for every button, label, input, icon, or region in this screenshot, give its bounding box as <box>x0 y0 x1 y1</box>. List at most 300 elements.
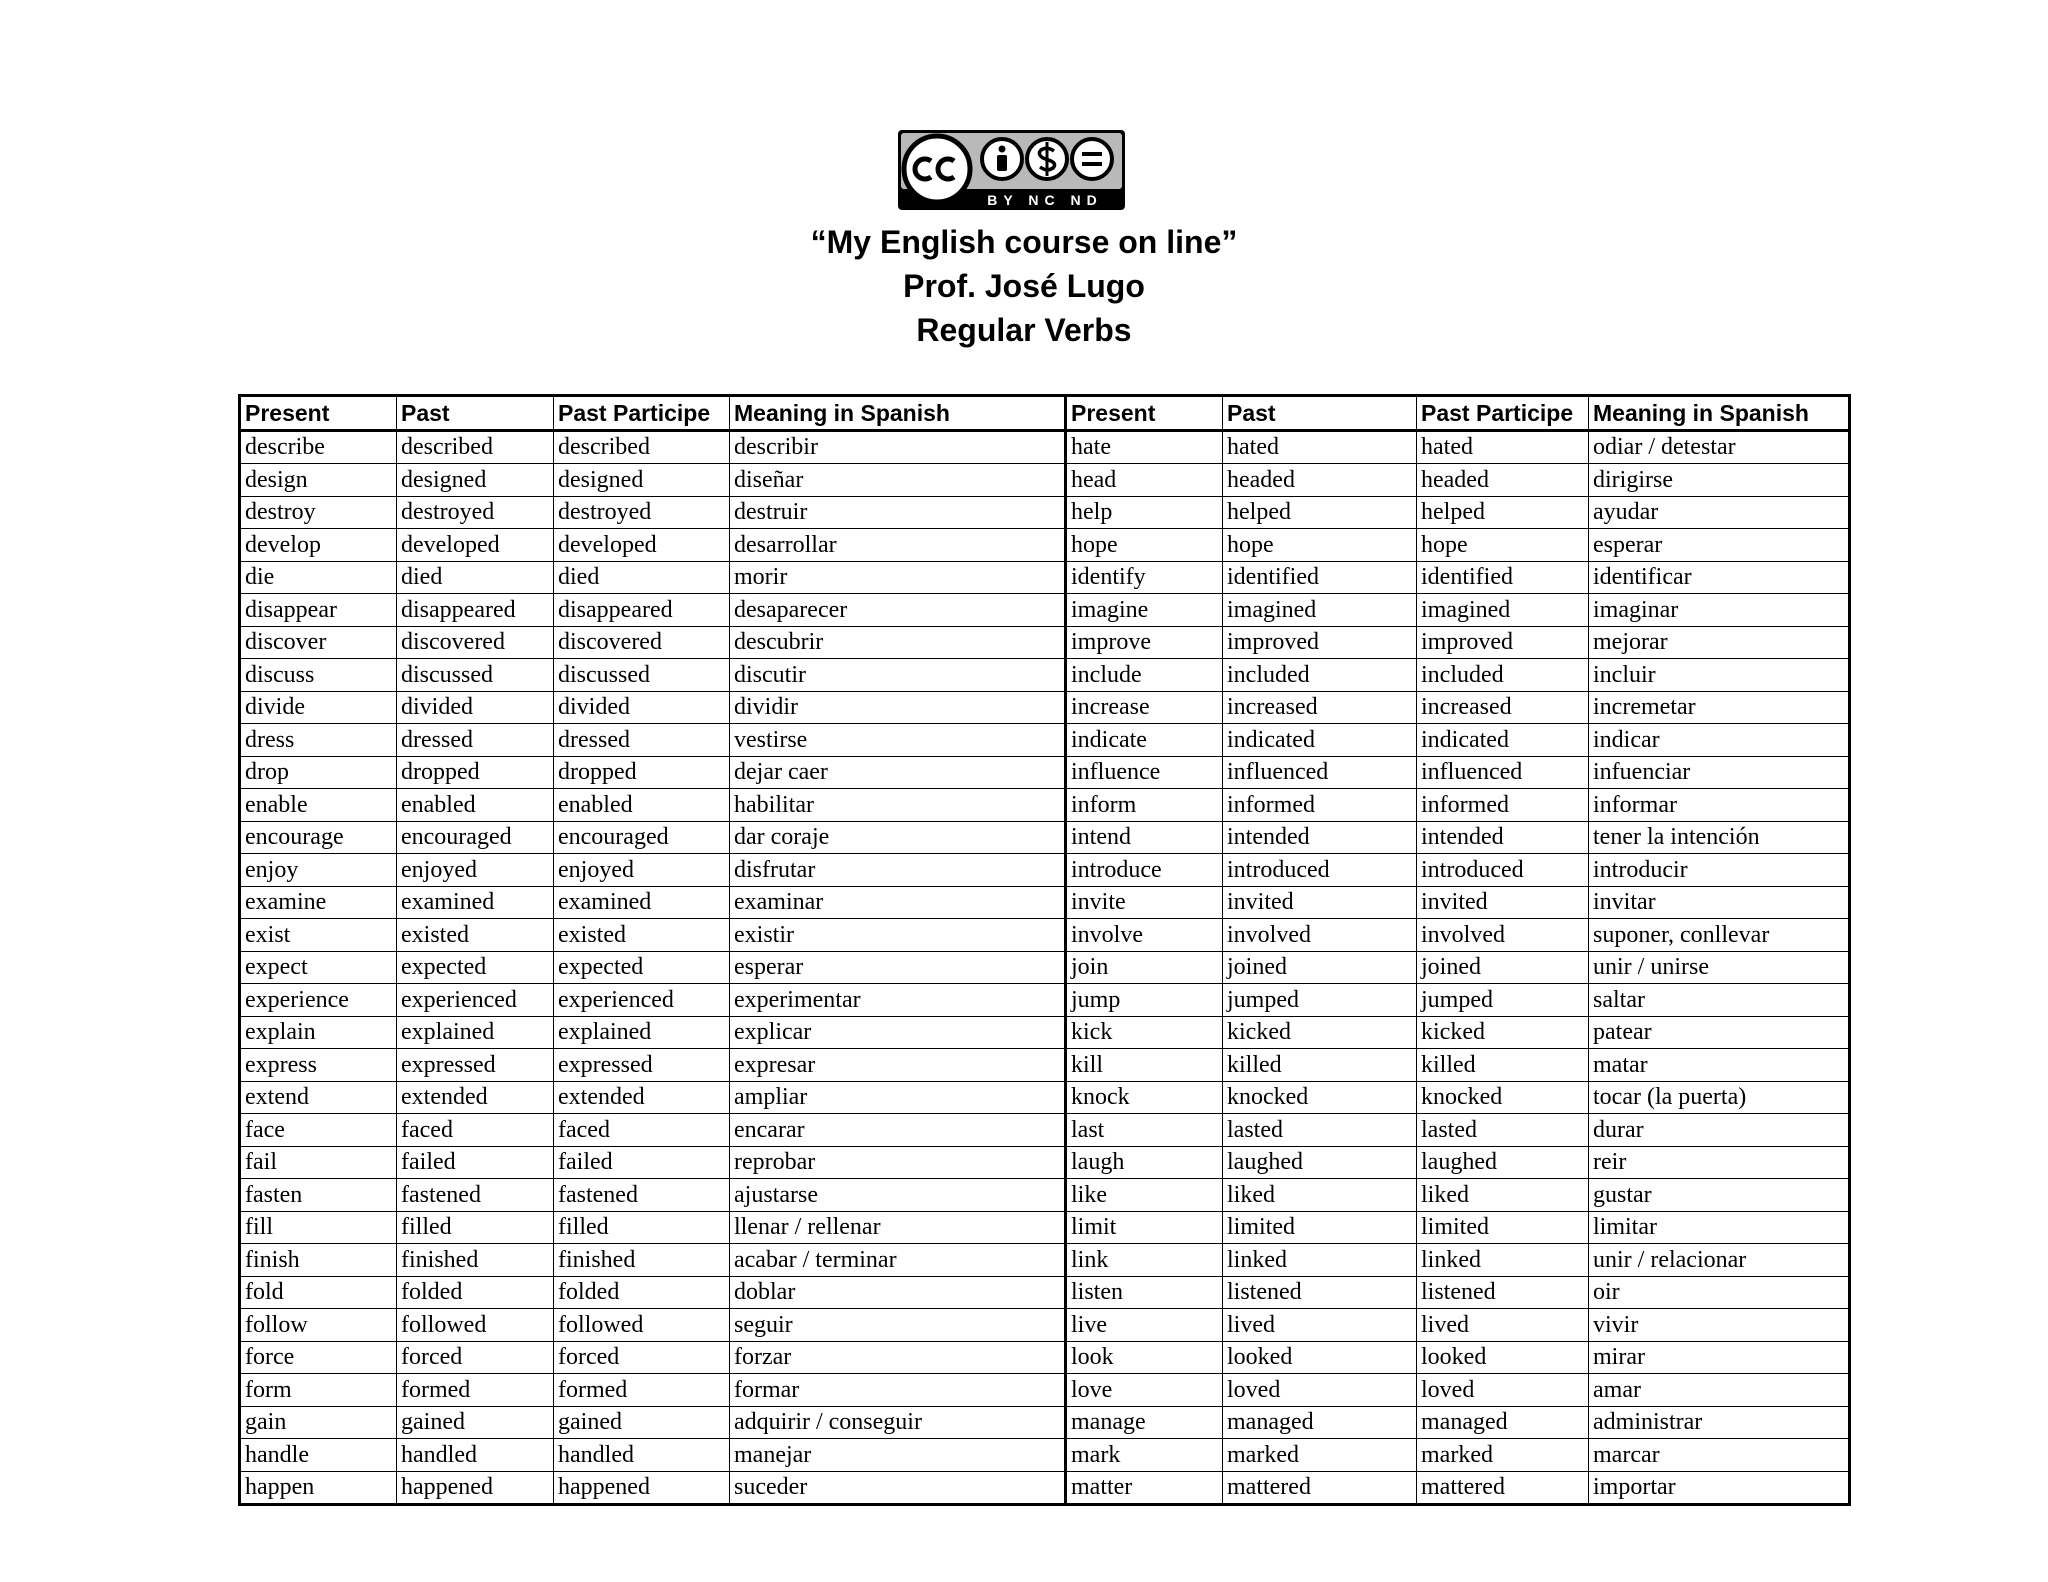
table-cell: increased <box>1223 691 1417 724</box>
table-row <box>240 821 1850 854</box>
table-cell: indicated <box>1223 724 1417 757</box>
table-cell: invited <box>1223 886 1417 919</box>
table-cell: dirigirse <box>1589 464 1850 497</box>
table-cell: identified <box>1223 561 1417 594</box>
table-cell: hated <box>1223 430 1417 464</box>
table-cell: included <box>1417 659 1589 692</box>
table-cell: last <box>1066 1114 1223 1147</box>
table-cell: infuenciar <box>1589 756 1850 789</box>
table-cell: administrar <box>1589 1406 1850 1439</box>
table-cell: dividir <box>730 691 1066 724</box>
table-cell: like <box>1066 1179 1223 1212</box>
table-cell: invitar <box>1589 886 1850 919</box>
table-cell: oir <box>1589 1276 1850 1309</box>
table-cell: marked <box>1417 1439 1589 1472</box>
table-cell: limit <box>1066 1211 1223 1244</box>
table-cell: happened <box>554 1471 730 1505</box>
table-cell: fold <box>240 1276 397 1309</box>
table-cell: died <box>554 561 730 594</box>
table-cell: developed <box>397 529 554 562</box>
table-cell: lived <box>1223 1309 1417 1342</box>
table-cell: informed <box>1223 789 1417 822</box>
table-cell: enjoyed <box>397 854 554 887</box>
table-row <box>240 691 1850 724</box>
table-cell: imagine <box>1066 594 1223 627</box>
table-cell: happen <box>240 1471 397 1505</box>
table-cell: discovered <box>554 626 730 659</box>
table-cell: fasten <box>240 1179 397 1212</box>
table-cell: improved <box>1417 626 1589 659</box>
table-cell: headed <box>1223 464 1417 497</box>
table-cell: improved <box>1223 626 1417 659</box>
table-cell: listened <box>1223 1276 1417 1309</box>
table-cell: suceder <box>730 1471 1066 1505</box>
table-cell: examined <box>397 886 554 919</box>
table-row <box>240 464 1850 497</box>
table-cell: enabled <box>554 789 730 822</box>
table-row <box>240 1179 1850 1212</box>
table-cell: odiar / detestar <box>1589 430 1850 464</box>
table-cell: esperar <box>730 951 1066 984</box>
table-cell: forced <box>397 1341 554 1374</box>
table-cell: examined <box>554 886 730 919</box>
table-cell: vestirse <box>730 724 1066 757</box>
table-cell: form <box>240 1374 397 1407</box>
table-cell: mejorar <box>1589 626 1850 659</box>
table-cell: discussed <box>554 659 730 692</box>
table-cell: esperar <box>1589 529 1850 562</box>
table-cell: experimentar <box>730 984 1066 1017</box>
table-cell: ampliar <box>730 1081 1066 1114</box>
table-cell: invited <box>1417 886 1589 919</box>
table-cell: described <box>397 430 554 464</box>
table-cell: limitar <box>1589 1211 1850 1244</box>
table-cell: force <box>240 1341 397 1374</box>
table-row <box>240 1146 1850 1179</box>
table-cell: intended <box>1417 821 1589 854</box>
table-cell: faced <box>554 1114 730 1147</box>
table-cell: died <box>397 561 554 594</box>
svg-text:BY NC ND: BY NC ND <box>987 192 1103 208</box>
table-cell: introduced <box>1223 854 1417 887</box>
table-cell: formed <box>397 1374 554 1407</box>
table-cell: discover <box>240 626 397 659</box>
table-cell: experienced <box>397 984 554 1017</box>
table-cell: destroyed <box>554 496 730 529</box>
table-cell: laughed <box>1417 1146 1589 1179</box>
table-cell: identify <box>1066 561 1223 594</box>
column-header: Meaning in Spanish <box>730 396 1066 431</box>
table-cell: knocked <box>1417 1081 1589 1114</box>
table-cell: intended <box>1223 821 1417 854</box>
table-cell: acabar / terminar <box>730 1244 1066 1277</box>
table-cell: lasted <box>1223 1114 1417 1147</box>
table-row <box>240 1276 1850 1309</box>
table-row <box>240 430 1850 464</box>
table-row <box>240 659 1850 692</box>
table-cell: gain <box>240 1406 397 1439</box>
table-cell: informed <box>1417 789 1589 822</box>
table-cell: handled <box>554 1439 730 1472</box>
table-cell: existir <box>730 919 1066 952</box>
table-cell: failed <box>554 1146 730 1179</box>
table-cell: mattered <box>1223 1471 1417 1505</box>
verb-table <box>238 394 1851 1506</box>
table-cell: encarar <box>730 1114 1066 1147</box>
table-cell: listened <box>1417 1276 1589 1309</box>
table-row <box>240 1016 1850 1049</box>
column-header: Meaning in Spanish <box>1589 396 1850 431</box>
page-subtitle: Regular Verbs <box>916 312 1132 348</box>
table-row <box>240 1211 1850 1244</box>
table-cell: divided <box>554 691 730 724</box>
table-cell: mirar <box>1589 1341 1850 1374</box>
table-cell: gained <box>397 1406 554 1439</box>
table-cell: linked <box>1223 1244 1417 1277</box>
table-cell: increased <box>1417 691 1589 724</box>
table-cell: involved <box>1223 919 1417 952</box>
table-cell: mattered <box>1417 1471 1589 1505</box>
table-cell: knocked <box>1223 1081 1417 1114</box>
title-block <box>0 220 2048 352</box>
table-row <box>240 1309 1850 1342</box>
table-row <box>240 496 1850 529</box>
table-cell: identificar <box>1589 561 1850 594</box>
table-cell: influenced <box>1417 756 1589 789</box>
table-cell: live <box>1066 1309 1223 1342</box>
table-cell: exist <box>240 919 397 952</box>
table-cell: durar <box>1589 1114 1850 1147</box>
table-cell: llenar / rellenar <box>730 1211 1066 1244</box>
table-cell: enjoy <box>240 854 397 887</box>
table-row <box>240 756 1850 789</box>
table-cell: discuss <box>240 659 397 692</box>
table-row <box>240 886 1850 919</box>
table-cell: join <box>1066 951 1223 984</box>
table-cell: look <box>1066 1341 1223 1374</box>
table-cell: gained <box>554 1406 730 1439</box>
table-cell: faced <box>397 1114 554 1147</box>
table-cell: kill <box>1066 1049 1223 1082</box>
table-cell: limited <box>1417 1211 1589 1244</box>
table-cell: linked <box>1417 1244 1589 1277</box>
table-cell: enjoyed <box>554 854 730 887</box>
table-row <box>240 561 1850 594</box>
column-header: Past <box>1223 396 1417 431</box>
table-cell: describir <box>730 430 1066 464</box>
table-cell: dress <box>240 724 397 757</box>
table-cell: failed <box>397 1146 554 1179</box>
table-cell: dressed <box>397 724 554 757</box>
table-cell: extend <box>240 1081 397 1114</box>
table-cell: descubrir <box>730 626 1066 659</box>
table-cell: forced <box>554 1341 730 1374</box>
table-cell: managed <box>1417 1406 1589 1439</box>
table-cell: laughed <box>1223 1146 1417 1179</box>
table-cell: habilitar <box>730 789 1066 822</box>
table-row <box>240 724 1850 757</box>
table-cell: mark <box>1066 1439 1223 1472</box>
table-cell: formar <box>730 1374 1066 1407</box>
table-cell: dejar caer <box>730 756 1066 789</box>
table-cell: patear <box>1589 1016 1850 1049</box>
table-cell: indicar <box>1589 724 1850 757</box>
table-cell: killed <box>1417 1049 1589 1082</box>
table-cell: disfrutar <box>730 854 1066 887</box>
table-row <box>240 626 1850 659</box>
table-cell: enabled <box>397 789 554 822</box>
table-cell: imaginar <box>1589 594 1850 627</box>
table-cell: loved <box>1223 1374 1417 1407</box>
table-cell: head <box>1066 464 1223 497</box>
table-cell: dropped <box>397 756 554 789</box>
table-row <box>240 594 1850 627</box>
table-cell: expected <box>554 951 730 984</box>
table-cell: extended <box>554 1081 730 1114</box>
table-cell: gustar <box>1589 1179 1850 1212</box>
table-cell: drop <box>240 756 397 789</box>
table-cell: manage <box>1066 1406 1223 1439</box>
table-cell: doblar <box>730 1276 1066 1309</box>
table-cell: finished <box>397 1244 554 1277</box>
table-cell: described <box>554 430 730 464</box>
table-cell: hate <box>1066 430 1223 464</box>
table-cell: forzar <box>730 1341 1066 1374</box>
table-cell: ayudar <box>1589 496 1850 529</box>
table-cell: design <box>240 464 397 497</box>
table-cell: imagined <box>1417 594 1589 627</box>
table-cell: existed <box>554 919 730 952</box>
table-cell: introducir <box>1589 854 1850 887</box>
table-cell: liked <box>1417 1179 1589 1212</box>
table-cell: hope <box>1066 529 1223 562</box>
table-cell: incluir <box>1589 659 1850 692</box>
table-cell: identified <box>1417 561 1589 594</box>
table-cell: hated <box>1417 430 1589 464</box>
table-cell: invite <box>1066 886 1223 919</box>
table-cell: reir <box>1589 1146 1850 1179</box>
column-header: Past Participe <box>1417 396 1589 431</box>
table-cell: introduce <box>1066 854 1223 887</box>
table-cell: dressed <box>554 724 730 757</box>
table-cell: marcar <box>1589 1439 1850 1472</box>
table-cell: intend <box>1066 821 1223 854</box>
table-cell: matter <box>1066 1471 1223 1505</box>
table-cell: fail <box>240 1146 397 1179</box>
table-cell: experienced <box>554 984 730 1017</box>
table-header-row <box>240 396 1850 431</box>
table-cell: express <box>240 1049 397 1082</box>
table-cell: happened <box>397 1471 554 1505</box>
table-cell: ajustarse <box>730 1179 1066 1212</box>
table-cell: hope <box>1417 529 1589 562</box>
table-row <box>240 1114 1850 1147</box>
table-cell: die <box>240 561 397 594</box>
table-cell: looked <box>1417 1341 1589 1374</box>
table-cell: explained <box>397 1016 554 1049</box>
table-cell: designed <box>554 464 730 497</box>
table-cell: lived <box>1417 1309 1589 1342</box>
table-row <box>240 854 1850 887</box>
table-cell: matar <box>1589 1049 1850 1082</box>
table-row <box>240 789 1850 822</box>
table-cell: encouraged <box>554 821 730 854</box>
table-cell: morir <box>730 561 1066 594</box>
table-cell: managed <box>1223 1406 1417 1439</box>
table-cell: marked <box>1223 1439 1417 1472</box>
table-cell: expressed <box>554 1049 730 1082</box>
table-cell: laugh <box>1066 1146 1223 1179</box>
table-cell: jumped <box>1417 984 1589 1017</box>
table-cell: disappeared <box>554 594 730 627</box>
table-cell: involved <box>1417 919 1589 952</box>
table-row <box>240 984 1850 1017</box>
table-cell: include <box>1066 659 1223 692</box>
table-cell: knock <box>1066 1081 1223 1114</box>
table-cell: killed <box>1223 1049 1417 1082</box>
table-cell: indicate <box>1066 724 1223 757</box>
table-cell: destroy <box>240 496 397 529</box>
table-row <box>240 1374 1850 1407</box>
table-cell: imagined <box>1223 594 1417 627</box>
table-cell: destruir <box>730 496 1066 529</box>
column-header: Past Participe <box>554 396 730 431</box>
table-cell: explained <box>554 1016 730 1049</box>
table-cell: formed <box>554 1374 730 1407</box>
table-row <box>240 1081 1850 1114</box>
table-cell: improve <box>1066 626 1223 659</box>
table-cell: unir / unirse <box>1589 951 1850 984</box>
table-cell: reprobar <box>730 1146 1066 1179</box>
table-cell: love <box>1066 1374 1223 1407</box>
table-cell: enable <box>240 789 397 822</box>
table-cell: examinar <box>730 886 1066 919</box>
table-cell: informar <box>1589 789 1850 822</box>
table-cell: expresar <box>730 1049 1066 1082</box>
table-cell: importar <box>1589 1471 1850 1505</box>
table-cell: destroyed <box>397 496 554 529</box>
course-title: “My English course on line” <box>810 224 1238 260</box>
table-cell: finish <box>240 1244 397 1277</box>
table-cell: lasted <box>1417 1114 1589 1147</box>
table-row <box>240 1406 1850 1439</box>
table-cell: influence <box>1066 756 1223 789</box>
table-row <box>240 1341 1850 1374</box>
table-cell: adquirir / conseguir <box>730 1406 1066 1439</box>
table-cell: divided <box>397 691 554 724</box>
table-cell: headed <box>1417 464 1589 497</box>
table-cell: listen <box>1066 1276 1223 1309</box>
cc-by-nc-nd-icon <box>897 129 1126 211</box>
table-cell: limited <box>1223 1211 1417 1244</box>
table-cell: kick <box>1066 1016 1223 1049</box>
table-cell: unir / relacionar <box>1589 1244 1850 1277</box>
table-cell: extended <box>397 1081 554 1114</box>
table-row <box>240 1471 1850 1505</box>
table-cell: vivir <box>1589 1309 1850 1342</box>
table-cell: hope <box>1223 529 1417 562</box>
table-cell: developed <box>554 529 730 562</box>
table-cell: kicked <box>1417 1016 1589 1049</box>
table-cell: indicated <box>1417 724 1589 757</box>
table-cell: filled <box>554 1211 730 1244</box>
table-cell: included <box>1223 659 1417 692</box>
table-cell: amar <box>1589 1374 1850 1407</box>
table-cell: disappear <box>240 594 397 627</box>
table-cell: dar coraje <box>730 821 1066 854</box>
table-cell: suponer, conllevar <box>1589 919 1850 952</box>
table-body <box>240 430 1850 1505</box>
table-cell: incremetar <box>1589 691 1850 724</box>
table-cell: jump <box>1066 984 1223 1017</box>
table-cell: tocar (la puerta) <box>1589 1081 1850 1114</box>
table-cell: discussed <box>397 659 554 692</box>
table-cell: existed <box>397 919 554 952</box>
table-cell: followed <box>397 1309 554 1342</box>
table-cell: helped <box>1417 496 1589 529</box>
table-row <box>240 951 1850 984</box>
table-cell: followed <box>554 1309 730 1342</box>
table-cell: tener la intención <box>1589 821 1850 854</box>
table-cell: expect <box>240 951 397 984</box>
table-cell: increase <box>1066 691 1223 724</box>
table-cell: fastened <box>554 1179 730 1212</box>
table-cell: help <box>1066 496 1223 529</box>
table-cell: disappeared <box>397 594 554 627</box>
table-cell: explicar <box>730 1016 1066 1049</box>
table-cell: kicked <box>1223 1016 1417 1049</box>
table-cell: joined <box>1223 951 1417 984</box>
table-cell: involve <box>1066 919 1223 952</box>
table-cell: seguir <box>730 1309 1066 1342</box>
table-cell: folded <box>397 1276 554 1309</box>
table-cell: discovered <box>397 626 554 659</box>
table-cell: experience <box>240 984 397 1017</box>
table-cell: expressed <box>397 1049 554 1082</box>
author-name: Prof. José Lugo <box>903 268 1145 304</box>
table-cell: develop <box>240 529 397 562</box>
table-cell: designed <box>397 464 554 497</box>
table-cell: describe <box>240 430 397 464</box>
table-cell: jumped <box>1223 984 1417 1017</box>
table-cell: encouraged <box>397 821 554 854</box>
table-cell: liked <box>1223 1179 1417 1212</box>
column-header: Present <box>1066 396 1223 431</box>
table-row <box>240 1244 1850 1277</box>
table-cell: fastened <box>397 1179 554 1212</box>
table-cell: desarrollar <box>730 529 1066 562</box>
table-cell: saltar <box>1589 984 1850 1017</box>
table-cell: encourage <box>240 821 397 854</box>
table-cell: expected <box>397 951 554 984</box>
table-cell: fill <box>240 1211 397 1244</box>
table-cell: diseñar <box>730 464 1066 497</box>
table-cell: divide <box>240 691 397 724</box>
table-cell: looked <box>1223 1341 1417 1374</box>
table-row <box>240 1439 1850 1472</box>
table-cell: desaparecer <box>730 594 1066 627</box>
table-row <box>240 919 1850 952</box>
table-cell: examine <box>240 886 397 919</box>
table-cell: joined <box>1417 951 1589 984</box>
column-header: Past <box>397 396 554 431</box>
table-cell: face <box>240 1114 397 1147</box>
table-row <box>240 529 1850 562</box>
column-header: Present <box>240 396 397 431</box>
table-cell: link <box>1066 1244 1223 1277</box>
table-cell: manejar <box>730 1439 1066 1472</box>
table-cell: follow <box>240 1309 397 1342</box>
